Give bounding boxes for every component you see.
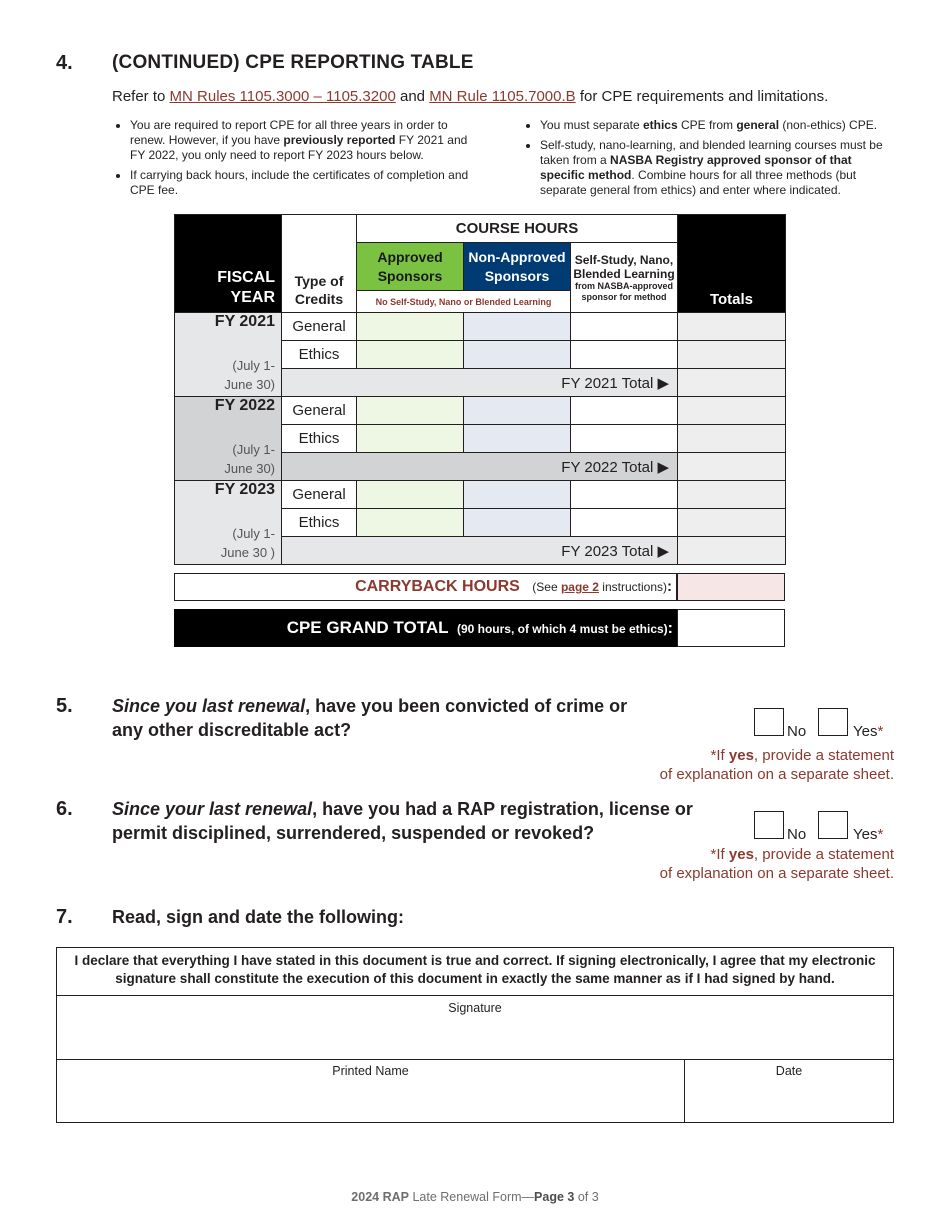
left-bullets	[112, 118, 482, 203]
fy2022-ethics-selfstudy-input[interactable]	[571, 425, 678, 453]
printed-name-field[interactable]	[57, 1060, 684, 1122]
fy2021-ethics-selfstudy-input[interactable]	[571, 341, 678, 369]
fy2021-general-label: General	[282, 313, 357, 341]
course-hours-header: COURSE HOURS	[357, 215, 678, 243]
printed-name-label: Printed Name	[332, 1064, 409, 1078]
fy2021-general-selfstudy-input[interactable]	[571, 313, 678, 341]
self-study-header	[571, 243, 678, 313]
fy2022-total-label: FY 2022 Total ▶	[282, 453, 678, 481]
fy2022-ethics-total-input[interactable]	[678, 425, 786, 453]
carryback-instr: instructions)	[598, 580, 667, 594]
bullet-separate-ethics: • You must separate ethics CPE from general (non-ethics) CPE.	[540, 118, 897, 133]
date-label: Date	[775, 1064, 803, 1078]
fy2022-total-input[interactable]	[678, 453, 786, 481]
fy2022-range: (July 1- June 30)	[224, 442, 275, 476]
grand-total-note: (90 hours, of which 4 must be ethics)	[456, 622, 668, 636]
grand-total-label-box: CPE GRAND TOTAL (90 hours, of which 4 must be ethics):	[174, 609, 677, 647]
question-5-number: 5.	[56, 695, 73, 717]
mn-rules-link[interactable]: MN Rules 1105.3000 – 1105.3200	[169, 88, 396, 105]
fy2023-total-label: FY 2023 Total ▶	[282, 537, 678, 565]
q5-no-checkbox[interactable]	[754, 708, 784, 736]
approved-sponsors-header: Approved Sponsors	[357, 243, 464, 291]
question-6-number: 6.	[56, 798, 73, 820]
fy2023-general-total-input[interactable]	[678, 481, 786, 509]
fy2021-cell	[175, 313, 282, 397]
fy2021-ethics-label: Ethics	[282, 341, 357, 369]
question-7-title: Read, sign and date the following:	[112, 907, 405, 927]
fy2022-general-total-input[interactable]	[678, 397, 786, 425]
fy2023-total-input[interactable]	[678, 537, 786, 565]
question-5-text: Since you last renewal, have you been convicted of crime or any other discreditable act?	[112, 696, 628, 740]
fy2023-general-selfstudy-input[interactable]	[571, 481, 678, 509]
refer-prefix: Refer to	[112, 88, 170, 105]
self-study-title: Self-Study, Nano, Blended Learning	[573, 252, 675, 281]
fy2023-ethics-label: Ethics	[282, 509, 357, 537]
refer-and: and	[395, 88, 430, 105]
bullet-carryback: • If carrying back hours, include the certificates of completion and CPE fee.	[130, 168, 482, 198]
q5-explanation-note: *If yes, provide a statement of explanation on a separate sheet.	[659, 747, 894, 783]
fy2021-ethics-approved-input[interactable]	[357, 341, 464, 369]
right-bullets	[522, 118, 897, 203]
bullet-report-all-years: • You are required to report CPE for all three years in order to renew. However, if you have previously reported FY 2021 and FY 2022, you only need to report FY 2023 hours below.	[130, 118, 482, 163]
question-7-number: 7.	[56, 906, 73, 928]
signature-field[interactable]	[57, 996, 893, 1059]
cpe-reporting-table	[174, 214, 786, 565]
fy2021-ethics-total-input[interactable]	[678, 341, 786, 369]
type-of-credits-header: Type of Credits	[282, 215, 357, 313]
fy2023-cell	[175, 481, 282, 565]
signature-label: Signature	[448, 1001, 502, 1015]
q6-no-checkbox[interactable]	[754, 811, 784, 839]
q5-yes-checkbox[interactable]	[818, 708, 848, 736]
totals-header: Totals	[678, 215, 786, 313]
section-4-number: 4.	[56, 52, 73, 74]
fy2022-cell	[175, 397, 282, 481]
fy2023-label: FY 2023	[214, 481, 275, 498]
fy2021-general-approved-input[interactable]	[357, 313, 464, 341]
fy2023-ethics-approved-input[interactable]	[357, 509, 464, 537]
fy2023-range: (July 1- June 30 )	[220, 526, 275, 560]
q6-yes-checkbox[interactable]	[818, 811, 848, 839]
grand-total-label: CPE GRAND TOTAL	[286, 618, 449, 637]
q6-explanation-note: *If yes, provide a statement of explanation on a separate sheet.	[659, 846, 894, 882]
fy2021-general-total-input[interactable]	[678, 313, 786, 341]
fy2022-general-nonapproved-input[interactable]	[464, 397, 571, 425]
carryback-label-box: CARRYBACK HOURS (See page 2 instructions):	[174, 573, 677, 601]
section-4-title: (CONTINUED) CPE REPORTING TABLE	[112, 52, 474, 73]
fy2021-ethics-nonapproved-input[interactable]	[464, 341, 571, 369]
fy2023-ethics-nonapproved-input[interactable]	[464, 509, 571, 537]
fy2022-label: FY 2022	[214, 397, 275, 414]
carryback-label: CARRYBACK HOURS	[355, 578, 520, 595]
fy2021-total-label: FY 2021 Total ▶	[282, 369, 678, 397]
question-6-text: Since your last renewal, have you had a RAP registration, license or permit disciplined, surrendered, suspended or revoked?	[112, 799, 693, 843]
fy2023-general-nonapproved-input[interactable]	[464, 481, 571, 509]
bullet-self-study: • Self-study, nano-learning, and blended learning courses must be taken from a NASBA Registry approved sponsor of that specific method. Combine hours for all three methods (but separate general from ethics) and enter where indicated.	[540, 138, 897, 198]
refer-suffix: for CPE requirements and limitations.	[575, 88, 829, 105]
fy2023-general-label: General	[282, 481, 357, 509]
fy2022-general-selfstudy-input[interactable]	[571, 397, 678, 425]
declaration-text: I declare that everything I have stated in this document is true and correct. If signing electronically, I agree that my electronic signature shall constitute the execution of this document in exactly the same manner as if I had signed by hand.	[74, 953, 876, 986]
page-footer: 2024 RAP Late Renewal Form—Page 3 of 3	[351, 1190, 599, 1204]
self-study-sub: from NASBA-approved sponsor for method	[574, 280, 673, 302]
fy2021-total-input[interactable]	[678, 369, 786, 397]
carryback-see: (See	[532, 580, 561, 594]
q6-yes-label: Yes*	[853, 826, 884, 843]
grand-total-input[interactable]	[677, 609, 785, 647]
fy2023-ethics-total-input[interactable]	[678, 509, 786, 537]
fy2021-range: (July 1- June 30)	[224, 358, 275, 392]
fy2023-ethics-selfstudy-input[interactable]	[571, 509, 678, 537]
fy2022-general-approved-input[interactable]	[357, 397, 464, 425]
fy2022-general-label: General	[282, 397, 357, 425]
fy2022-ethics-label: Ethics	[282, 425, 357, 453]
q5-no-label: No	[787, 723, 807, 740]
non-approved-sponsors-header: Non-Approved Sponsors	[464, 243, 571, 291]
fy2023-general-approved-input[interactable]	[357, 481, 464, 509]
q5-yes-label: Yes*	[853, 723, 884, 740]
refer-line	[112, 88, 828, 105]
date-field[interactable]	[685, 1060, 893, 1122]
fiscal-year-header: FISCAL YEAR	[175, 215, 282, 313]
fy2021-general-nonapproved-input[interactable]	[464, 313, 571, 341]
fy2021-label: FY 2021	[214, 313, 275, 330]
fy2022-ethics-approved-input[interactable]	[357, 425, 464, 453]
mn-rule-link[interactable]: MN Rule 1105.7000.B	[429, 88, 576, 105]
declaration-box	[56, 947, 894, 1123]
q6-no-label: No	[787, 826, 807, 843]
carryback-input[interactable]	[677, 573, 785, 601]
carryback-page2-link[interactable]: page 2	[560, 580, 599, 594]
no-self-study-note: No Self-Study, Nano or Blended Learning	[357, 291, 571, 313]
fy2022-ethics-nonapproved-input[interactable]	[464, 425, 571, 453]
